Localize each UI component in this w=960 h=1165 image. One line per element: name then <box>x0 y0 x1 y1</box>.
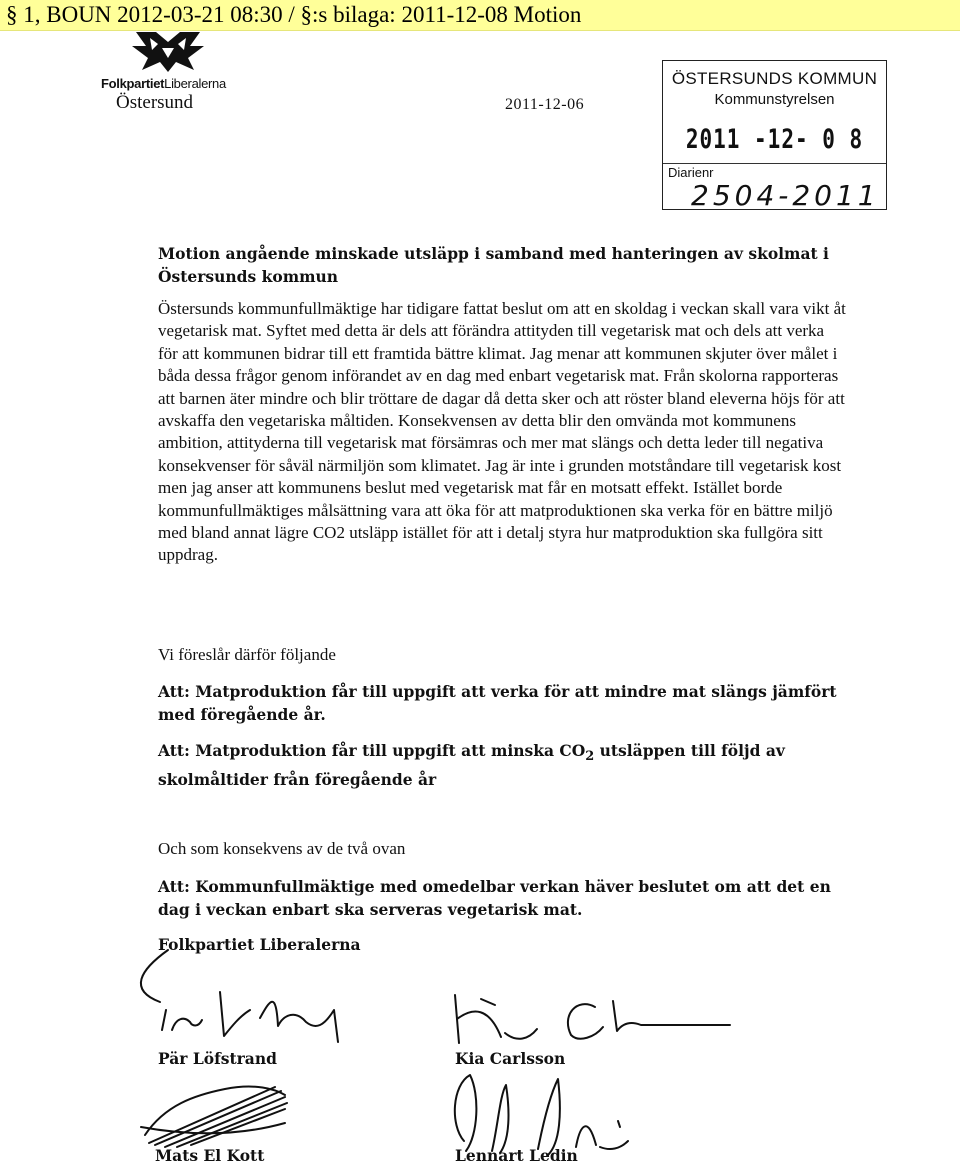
signer-name-3: Mats El Kott <box>155 1146 265 1165</box>
signoff-party: Folkpartiet Liberalerna <box>158 935 361 954</box>
att-2-after: utsläppen till följd av skolmåltider från föregående år <box>158 741 785 790</box>
proposal-att-3: Att: Kommunfullmäktige med omedelbar verkan häver beslutet om att det en dag i veckan enbart ska serveras vegetarisk mat. <box>158 877 831 919</box>
motion-body: Östersunds kommunfullmäktige har tidigare fattat beslut om att en skoldag i veckan skall vara vikt åt vegetarisk mat. Syftet med detta är dels att förändra attityden till vegetarisk mat och dels att verka för att kommunen bidrar till ett framtida bättre klimat. Jag menar att kommunen skjuter över målet i båda dessa frågor genom införandet av en dag med enbart vegetarisk mat. Från skolorna rapporteras att barnen äter mindre och blir tröttare de dagar då detta sker och att röster bland eleverna höjs för att avskaffa den vegetariska måltiden. Konsekvensen av detta blir den omvända mot kommunens ambition, attityderna till vegetarisk mat försämras och mer mat slängs och detta leder till negativa konsekvenser för såväl närmiljön som klimatet. Jag är inte i grunden motståndare till vegetarisk kost men jag anser att kommunens beslut med vegetarisk mat får en motsatt effekt. Istället borde kommunfullmäktiges målsättning vara att öka för att matproduktionen ska verka för en bättre miljö med bland annat lägre CO2 utsläpp istället för att i detalj styra hur matproduktion ska fullgöra sitt uppdrag. <box>158 299 846 565</box>
registration-stamp <box>662 60 887 210</box>
stamp-diary-number: 2504-2011 <box>691 179 880 212</box>
stamp-organization: ÖSTERSUNDS KOMMUN <box>671 69 878 88</box>
party-logo-icon <box>128 28 208 73</box>
signer-name-1: Pär Löfstrand <box>158 1049 277 1068</box>
stamp-department: Kommunstyrelsen <box>714 91 835 108</box>
header-bar-text: § 1, BOUN 2012-03-21 08:30 / §:s bilaga: 2011-12-08 Motion <box>6 2 582 27</box>
signer-name-2: Kia Carlsson <box>455 1049 566 1068</box>
consequence-intro: Och som konsekvens av de två ovan <box>158 839 406 858</box>
stamp-diary-label: Diarienr <box>668 165 714 180</box>
party-name-light: Liberalerna <box>164 76 226 91</box>
signature-1-icon <box>120 930 370 1050</box>
signer-name-4: Lennart Ledin <box>455 1146 578 1165</box>
proposal-att-2 <box>158 739 848 791</box>
party-name <box>101 76 226 91</box>
signature-2-icon <box>445 985 735 1055</box>
stamp-received-date: 2011 -12- 0 8 <box>685 124 864 154</box>
signature-3-icon <box>125 1075 305 1155</box>
proposal-att-1: Att: Matproduktion får till uppgift att verka för att mindre mat slängs jämfört med föregående år. <box>158 682 837 724</box>
proposal-intro: Vi föreslår därför följande <box>158 645 336 664</box>
motion-title: Motion angående minskade utsläpp i samband med hanteringen av skolmat i Östersunds kommun <box>158 244 829 286</box>
header-bar <box>0 0 960 31</box>
document-date: 2011-12-06 <box>505 96 585 113</box>
att-2-subscript: 2 <box>585 749 595 765</box>
stamp-divider <box>663 163 886 164</box>
letterhead-city: Östersund <box>116 92 194 113</box>
party-name-bold: Folkpartiet <box>101 76 165 91</box>
att-2-before: Att: Matproduktion får till uppgift att minska CO <box>158 741 586 760</box>
